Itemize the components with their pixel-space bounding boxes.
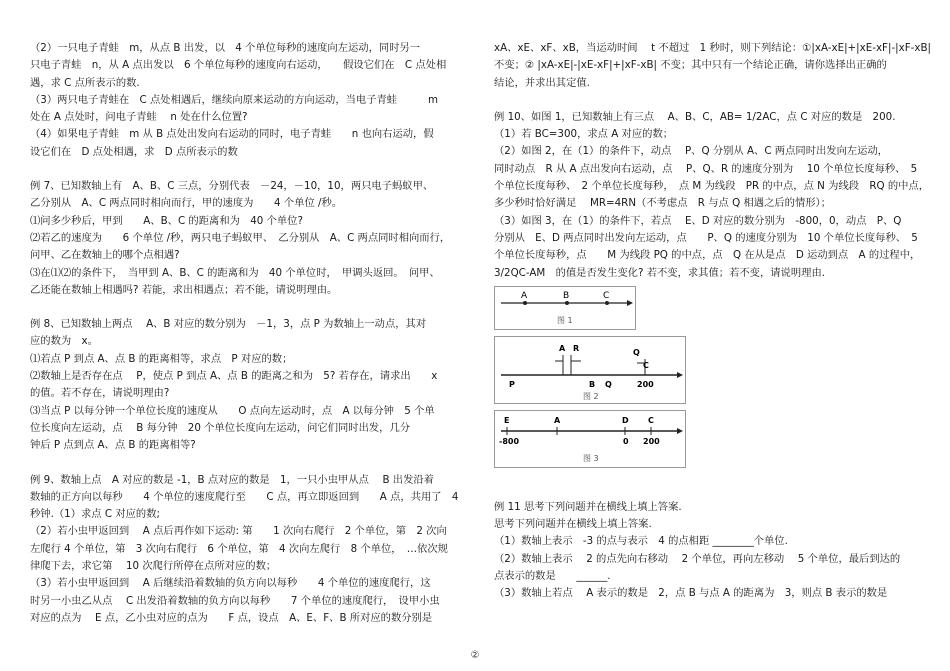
text-line: ⑵数轴上是否存在点 P，使点 P 到点 A、点 B 的距离之和为 5? 若存在，请求出 x [30, 370, 438, 383]
text-line: 数轴的正方向以每秒 4 个单位的速度爬行至 C 点，再立即返回到 A 点，共用了 4 [30, 490, 459, 503]
text-line: ⑶当点 P 以每分钟一个单位长度的速度从 O 点向左运动时，点 A 以每分钟 5 个单 [30, 404, 435, 417]
arrow-head [627, 300, 633, 306]
example-10 [494, 109, 930, 282]
point-label-d: D [622, 415, 629, 425]
text-line: 思考下列问题并在横线上填上答案. [494, 518, 652, 531]
spacer [30, 161, 460, 178]
text-line: 乙还能在数轴上相遇吗? 若能，求出相遇点；若不能，请说明理由。 [30, 283, 338, 296]
spacer [494, 474, 924, 482]
text-line: （1）数轴上表示 -3 的点与表示 4 的点相距 ________个单位. [494, 535, 788, 548]
text-line: 位长度向左运动，点 B 每分钟 20 个单位长度向左运动，问它们同时出发，几分 [30, 421, 411, 434]
example-8 [30, 316, 460, 454]
text-line: （1）若 BC=300，求点 A 对应的数； [494, 128, 674, 141]
text-line: 结论，并求出其定值. [494, 76, 590, 89]
tick-label-200: 200 [643, 436, 660, 446]
point-label-a: A [559, 343, 566, 353]
text-line: 只电子青蛙 n，从 A 点出发以 6 个单位每秒的速度向右运动， 假设它们在 C 点处相 [30, 59, 447, 72]
text-line: （3）两只电子青蛙在 C 点处相遇后，继续向原来运动的方向运动，当电子青蛙 m [30, 93, 439, 106]
figure-3 [494, 410, 686, 468]
text-line: xA、xE、xF、xB，当运动时间 t 不超过 1 秒时，则下列结论：①|xA-xE|+|xE-xF|-|xF-xB| [494, 42, 931, 54]
arrow-head [677, 372, 683, 378]
spacer [494, 482, 924, 499]
text-line: 例 7、已知数轴上有 A、B、C 三点，分别代表 －24，－10，10，两只电子蚂蚁甲、 [30, 180, 434, 193]
text-line: 分别从 E、D 两点同时出发向左运动，点 P、Q 的速度分别为 10 个单位长度每秒、 5 [494, 231, 918, 244]
spacer [30, 455, 460, 472]
text-line: 例 8、已知数轴上两点 A、B 对应的数分别为 －1，3，点 P 为数轴上一动点，其对 [30, 318, 427, 331]
text-line: ⑵若乙的速度为 6 个单位 /秒，两只电子蚂蚁甲、 乙分别从 A、C 两点同时相向而行， [30, 231, 451, 244]
example-7 [30, 178, 460, 299]
text-line: ⑶在⑴⑵的条件下， 当甲到 A、B、C 的距离和为 40 个单位时， 甲调头返回。 问甲、 [30, 266, 440, 279]
text-line: 个单位长度每秒、 2 个单位长度每秒， 点 M 为线段 PR 的中点，点 N 为线段 RQ 的中点， [494, 180, 930, 193]
text-line: （2）数轴上表示 2 的点先向右移动 2 个单位，再向左移动 5 个单位，最后到达的 [494, 552, 901, 565]
point-label-b: B [563, 290, 570, 301]
point-label-b: B [589, 379, 596, 389]
text-line: 3/2QC-AM 的值是否发生变化? 若不变，求其值；若不变，请说明理由. [494, 266, 826, 279]
text-line: 钟后 P 点到点 A、点 B 的距离相等? [30, 439, 196, 452]
text-line: 对应的点为 E 点，乙小虫对应的点为 F 点，设点 A、E、F、B 所对应的数分别是 [30, 611, 433, 624]
text-line: 乙分别从 A、C 两点同时相向而行，甲的速度为 4 个单位 /秒。 [30, 197, 343, 210]
text-line: （3）如图 3，在（1）的条件下，若点 E、D 对应的数分别为 -800，0，动点 P、Q [494, 214, 902, 227]
text-line: 点表示的数是 ______. [494, 570, 611, 583]
point-label-a: A [521, 290, 528, 301]
point-label-c: C [603, 290, 610, 301]
point-label-c: C [643, 360, 649, 370]
text-line: ⑴若点 P 到点 A、点 B 的距离相等，求点 P 对应的数； [30, 352, 293, 365]
text-line: 律爬下去，求它第 10 次爬行所停在点所对应的数； [30, 560, 277, 573]
left-column [30, 40, 460, 627]
figure-3-number-line [495, 411, 685, 467]
text-line: 秒钟.（1）求点 C 对应的数; [30, 508, 160, 521]
tick-label-minus-800: -800 [499, 436, 520, 446]
text-line: 不变；② |xA-xE|-|xE-xF|+|xF-xB| 不变；其中只有一个结论正确，请你选择出正确的 [494, 59, 887, 72]
spacer [494, 92, 924, 109]
example-9 [30, 472, 460, 628]
tick-label-200: 200 [637, 379, 654, 389]
example-11 [494, 499, 924, 603]
text-line: 时另一小虫乙从点 C 出发沿着数轴的负方向以每秒 7 个单位的速度爬行， 设甲小虫 [30, 594, 440, 607]
text-line: 的值。若不存在，请说明理由? [30, 387, 170, 400]
text-line: （2）若小虫甲返回到 A 点后再作如下运动: 第 1 次向右爬行 2 个单位，第 2 次向 [30, 525, 447, 538]
figure-1 [494, 286, 636, 330]
point-dot [605, 301, 609, 305]
point-dot [523, 301, 527, 305]
text-line: 设它们在 D 点处相遇，求 D 点所表示的数 [30, 145, 238, 158]
text-line: 应的数为 x。 [30, 335, 98, 348]
point-dot [565, 301, 569, 305]
spacer [30, 299, 460, 316]
page-number: ② [470, 650, 480, 661]
point-label-p: P [509, 379, 515, 389]
text-line: ⑴问多少秒后，甲到 A、B、C 的距离和为 40 个单位? [30, 214, 303, 227]
text-line: 例 9、数轴上点 A 对应的数是 -1，B 点对应的数是 1，一只小虫甲从点 B 出发沿着 [30, 473, 434, 486]
text-line: 遇，求 C 点所表示的数. [30, 76, 140, 89]
point-label-e: E [504, 415, 510, 425]
figure-caption: 图 1 [557, 315, 573, 325]
text-line: 问甲、乙在数轴上的哪个点相遇? [30, 249, 180, 262]
text-line: （3）数轴上若点 A 表示的数是 2，点 B 与点 A 的距离为 3，则点 B 表示的数是 [494, 587, 888, 600]
arrow-head [677, 428, 683, 434]
figure-1-number-line [495, 287, 635, 329]
example-6-continued [30, 40, 460, 161]
figure-2 [494, 336, 686, 404]
example-9-continued [494, 40, 931, 92]
text-line: （4）如果电子青蛙 m 从 B 点处出发向右运动的同时，电子青蛙 n 也向右运动，假 [30, 128, 434, 141]
right-column [494, 40, 931, 603]
text-line: 例 11 思考下列问题并在横线上填上答案. [494, 500, 682, 513]
text-line: 同时动点 R 从 A 点出发向右运动，点 P、Q、R 的速度分别为 10 个单位长度每秒、 5 [494, 162, 918, 175]
text-line: 左爬行 4 个单位，第 3 次向右爬行 6 个单位，第 4 次向左爬行 8 个单位， …依次规 [30, 542, 448, 555]
figure-caption: 图 3 [583, 453, 599, 463]
tick-label-0: 0 [623, 436, 629, 446]
text-line: 处在 A 点处时，问电子青蛙 n 处在什么位置? [30, 111, 248, 124]
text-line: （3）若小虫甲返回到 A 后继续沿着数轴的负方向以每秒 4 个单位的速度爬行，这 [30, 577, 431, 590]
text-line: 例 10、如图 1，已知数轴上有三点 A、B、C，AB= 1/2AC，点 C 对应的数是 200. [494, 110, 896, 123]
text-line: 个单位长度每秒，点 M 为线段 PQ 的中点，点 Q 在从是点 D 运动到点 A 的过程中， [494, 249, 921, 262]
text-line: （2）如图 2，在（1）的条件下，动点 P、Q 分别从 A、C 两点同时出发向左运动， [494, 145, 889, 158]
text-line: （2）一只电子青蛙 m，从点 B 出发，以 4 个单位每秒的速度向左运动，同时另一 [30, 42, 421, 54]
point-label-q2: Q [605, 379, 612, 389]
point-label-a: A [554, 415, 561, 425]
point-label-r: R [573, 343, 580, 353]
point-label-q: Q [633, 347, 640, 357]
figure-caption: 图 2 [583, 391, 599, 401]
text-line: 多少秒时恰好满足 MR=4RN（不考虑点 R 与点 Q 相遇之后的情形）； [494, 197, 831, 210]
point-label-c: C [648, 415, 654, 425]
figure-2-number-line [495, 337, 685, 403]
